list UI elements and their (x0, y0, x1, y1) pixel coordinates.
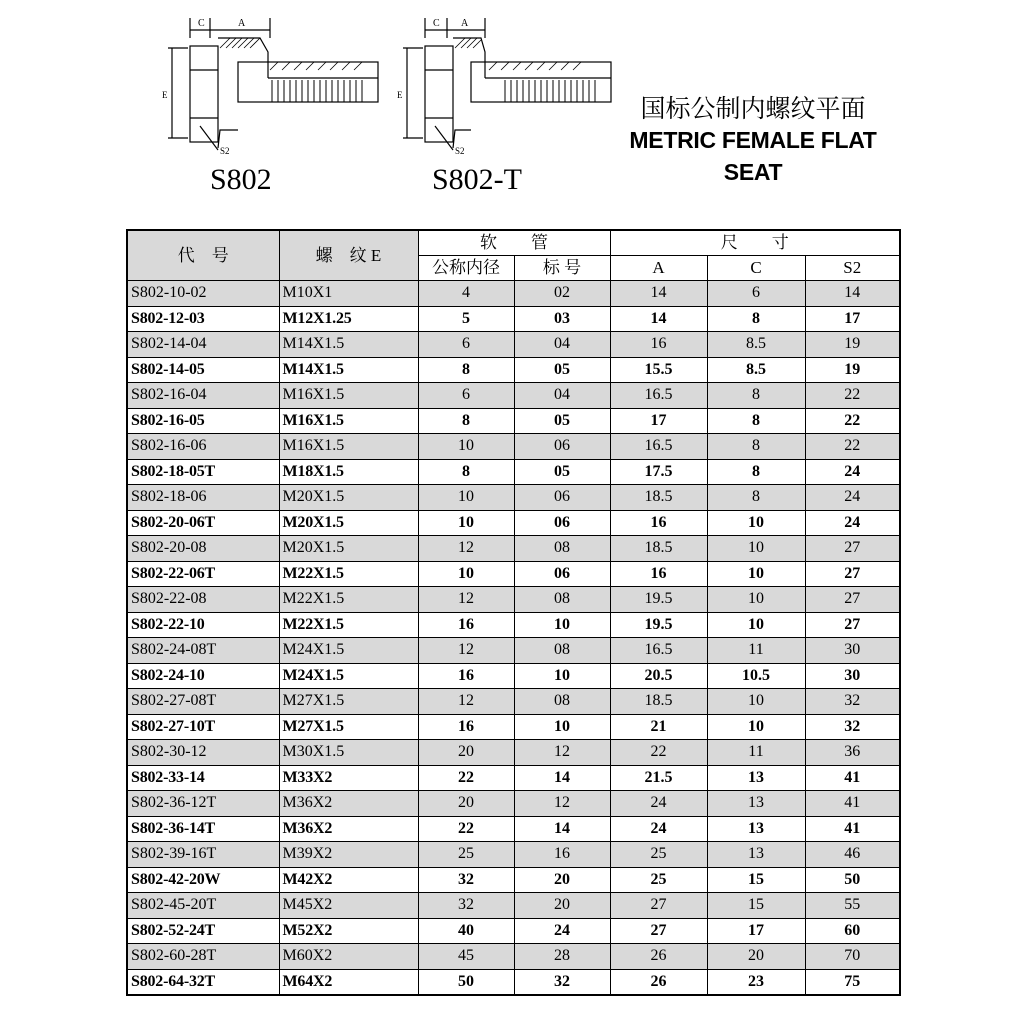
cell-code: S802-14-05 (127, 357, 279, 383)
dimension-a-label: A (461, 18, 469, 29)
cell-c: 17 (707, 918, 805, 944)
cell-hose-id: 4 (418, 281, 514, 307)
table-row (127, 791, 900, 817)
cell-hose-id: 12 (418, 536, 514, 562)
cell-c: 13 (707, 765, 805, 791)
cell-c: 13 (707, 816, 805, 842)
cell-code: S802-42-20W (127, 867, 279, 893)
cell-hose-id: 8 (418, 357, 514, 383)
cell-c: 13 (707, 791, 805, 817)
cell-hose-id: 10 (418, 434, 514, 460)
cell-s2: 30 (805, 663, 900, 689)
cell-c: 6 (707, 281, 805, 307)
table-row (127, 740, 900, 766)
cell-hose-mark: 20 (514, 867, 610, 893)
cell-code: S802-27-08T (127, 689, 279, 715)
cell-hose-id: 20 (418, 740, 514, 766)
cell-c: 10 (707, 536, 805, 562)
cell-thread: M10X1 (279, 281, 418, 307)
cell-thread: M14X1.5 (279, 357, 418, 383)
header-code: 代 号 (127, 230, 279, 281)
cell-a: 18.5 (610, 689, 707, 715)
cell-thread: M24X1.5 (279, 663, 418, 689)
cell-hose-id: 32 (418, 867, 514, 893)
cell-c: 10.5 (707, 663, 805, 689)
cell-c: 10 (707, 714, 805, 740)
dimension-e-label: E (397, 90, 403, 100)
cell-hose-mark: 10 (514, 663, 610, 689)
model-label-s802t: S802-T (432, 163, 522, 196)
table-row (127, 485, 900, 511)
cell-code: S802-22-10 (127, 612, 279, 638)
cell-thread: M16X1.5 (279, 434, 418, 460)
cell-s2: 19 (805, 332, 900, 358)
cell-hose-mark: 04 (514, 383, 610, 409)
cell-a: 27 (610, 918, 707, 944)
cell-thread: M36X2 (279, 791, 418, 817)
table-row (127, 383, 900, 409)
cell-hose-mark: 32 (514, 969, 610, 995)
cell-thread: M18X1.5 (279, 459, 418, 485)
cell-a: 17.5 (610, 459, 707, 485)
cell-a: 22 (610, 740, 707, 766)
cell-thread: M22X1.5 (279, 612, 418, 638)
title-english-line2: SEAT (723, 159, 783, 185)
cell-s2: 41 (805, 765, 900, 791)
cell-s2: 60 (805, 918, 900, 944)
cell-s2: 27 (805, 612, 900, 638)
table-row (127, 867, 900, 893)
cell-code: S802-52-24T (127, 918, 279, 944)
cell-code: S802-33-14 (127, 765, 279, 791)
table-row (127, 842, 900, 868)
dimension-s2-label: S2 (220, 146, 230, 156)
cell-hose-mark: 03 (514, 306, 610, 332)
cell-hose-id: 5 (418, 306, 514, 332)
cell-a: 16.5 (610, 434, 707, 460)
cell-a: 24 (610, 791, 707, 817)
cell-code: S802-39-16T (127, 842, 279, 868)
cell-s2: 27 (805, 587, 900, 613)
spec-table (126, 229, 901, 996)
cell-s2: 17 (805, 306, 900, 332)
cell-hose-id: 32 (418, 893, 514, 919)
header-c: C (707, 256, 805, 281)
cell-hose-mark: 06 (514, 485, 610, 511)
cell-code: S802-45-20T (127, 893, 279, 919)
cell-c: 8 (707, 485, 805, 511)
cell-code: S802-24-10 (127, 663, 279, 689)
cell-hose-id: 6 (418, 332, 514, 358)
table-row (127, 638, 900, 664)
cell-a: 16.5 (610, 383, 707, 409)
cell-hose-id: 22 (418, 816, 514, 842)
cell-hose-id: 16 (418, 612, 514, 638)
table-row (127, 612, 900, 638)
table-row (127, 332, 900, 358)
cell-hose-id: 40 (418, 918, 514, 944)
cell-hose-mark: 06 (514, 434, 610, 460)
cell-s2: 75 (805, 969, 900, 995)
fitting-drawing-s802t (395, 8, 635, 158)
cell-a: 27 (610, 893, 707, 919)
table-row (127, 587, 900, 613)
cell-hose-id: 50 (418, 969, 514, 995)
cell-code: S802-10-02 (127, 281, 279, 307)
cell-s2: 24 (805, 485, 900, 511)
cell-a: 25 (610, 842, 707, 868)
title-chinese: 国标公制内螺纹平面 (640, 95, 866, 123)
cell-thread: M16X1.5 (279, 383, 418, 409)
cell-thread: M30X1.5 (279, 740, 418, 766)
cell-c: 11 (707, 638, 805, 664)
cell-hose-mark: 20 (514, 893, 610, 919)
cell-thread: M52X2 (279, 918, 418, 944)
cell-thread: M24X1.5 (279, 638, 418, 664)
dimension-c-label: C (198, 18, 205, 29)
cell-code: S802-14-04 (127, 332, 279, 358)
cell-code: S802-20-06T (127, 510, 279, 536)
cell-hose-mark: 05 (514, 357, 610, 383)
dimension-s2-label: S2 (455, 146, 465, 156)
header-hose-id: 公称内径 (418, 256, 514, 281)
table-row (127, 918, 900, 944)
spec-table-header (127, 230, 900, 281)
table-row (127, 663, 900, 689)
cell-a: 18.5 (610, 485, 707, 511)
cell-hose-mark: 04 (514, 332, 610, 358)
dimension-a-label: A (238, 18, 246, 29)
table-row (127, 536, 900, 562)
cell-code: S802-60-28T (127, 944, 279, 970)
dimension-e-label: E (162, 90, 168, 100)
cell-code: S802-36-12T (127, 791, 279, 817)
cell-hose-id: 10 (418, 485, 514, 511)
cell-thread: M27X1.5 (279, 689, 418, 715)
cell-s2: 32 (805, 714, 900, 740)
cell-thread: M42X2 (279, 867, 418, 893)
cell-code: S802-20-08 (127, 536, 279, 562)
cell-a: 16.5 (610, 638, 707, 664)
table-row (127, 944, 900, 970)
cell-s2: 32 (805, 689, 900, 715)
cell-hose-id: 16 (418, 714, 514, 740)
header-a: A (610, 256, 707, 281)
cell-s2: 30 (805, 638, 900, 664)
cell-s2: 50 (805, 867, 900, 893)
cell-a: 24 (610, 816, 707, 842)
cell-s2: 14 (805, 281, 900, 307)
cell-s2: 41 (805, 816, 900, 842)
cell-hose-id: 45 (418, 944, 514, 970)
header-thread: 螺 纹 E (279, 230, 418, 281)
cell-hose-mark: 14 (514, 765, 610, 791)
cell-c: 13 (707, 842, 805, 868)
cell-hose-mark: 08 (514, 587, 610, 613)
cell-hose-mark: 12 (514, 791, 610, 817)
table-row (127, 969, 900, 995)
cell-c: 11 (707, 740, 805, 766)
cell-code: S802-22-08 (127, 587, 279, 613)
cell-thread: M14X1.5 (279, 332, 418, 358)
cell-thread: M22X1.5 (279, 561, 418, 587)
cell-hose-mark: 02 (514, 281, 610, 307)
cell-s2: 19 (805, 357, 900, 383)
cell-a: 16 (610, 510, 707, 536)
cell-hose-id: 8 (418, 459, 514, 485)
cell-c: 8 (707, 306, 805, 332)
cell-a: 26 (610, 944, 707, 970)
table-row (127, 408, 900, 434)
cell-a: 14 (610, 306, 707, 332)
header-hose-mark: 标 号 (514, 256, 610, 281)
cell-hose-id: 12 (418, 638, 514, 664)
cell-a: 18.5 (610, 536, 707, 562)
cell-hose-mark: 05 (514, 459, 610, 485)
model-label-s802: S802 (210, 163, 272, 196)
cell-hose-mark: 08 (514, 638, 610, 664)
cell-hose-id: 16 (418, 663, 514, 689)
cell-hose-mark: 05 (514, 408, 610, 434)
fitting-drawing-s802 (160, 8, 400, 158)
cell-hose-id: 6 (418, 383, 514, 409)
cell-c: 8 (707, 383, 805, 409)
cell-hose-mark: 24 (514, 918, 610, 944)
table-row (127, 765, 900, 791)
cell-a: 25 (610, 867, 707, 893)
cell-thread: M12X1.25 (279, 306, 418, 332)
table-row (127, 816, 900, 842)
cell-c: 23 (707, 969, 805, 995)
cell-hose-mark: 10 (514, 714, 610, 740)
cell-s2: 22 (805, 434, 900, 460)
cell-a: 20.5 (610, 663, 707, 689)
cell-thread: M27X1.5 (279, 714, 418, 740)
table-row (127, 281, 900, 307)
cell-hose-id: 25 (418, 842, 514, 868)
cell-hose-id: 8 (418, 408, 514, 434)
table-row (127, 561, 900, 587)
cell-hose-mark: 08 (514, 536, 610, 562)
cell-code: S802-27-10T (127, 714, 279, 740)
cell-a: 21.5 (610, 765, 707, 791)
cell-hose-mark: 08 (514, 689, 610, 715)
cell-c: 8 (707, 408, 805, 434)
cell-s2: 24 (805, 510, 900, 536)
cell-c: 8.5 (707, 332, 805, 358)
table-row (127, 306, 900, 332)
cell-code: S802-16-05 (127, 408, 279, 434)
cell-hose-mark: 28 (514, 944, 610, 970)
cell-thread: M64X2 (279, 969, 418, 995)
cell-s2: 70 (805, 944, 900, 970)
table-row (127, 434, 900, 460)
cell-thread: M16X1.5 (279, 408, 418, 434)
cell-hose-id: 10 (418, 510, 514, 536)
cell-hose-id: 22 (418, 765, 514, 791)
header-s2: S2 (805, 256, 900, 281)
spec-table-body (127, 281, 900, 996)
table-row (127, 357, 900, 383)
cell-c: 20 (707, 944, 805, 970)
table-row (127, 714, 900, 740)
cell-s2: 41 (805, 791, 900, 817)
cell-a: 15.5 (610, 357, 707, 383)
cell-s2: 46 (805, 842, 900, 868)
cell-thread: M20X1.5 (279, 536, 418, 562)
cell-c: 10 (707, 689, 805, 715)
cell-c: 8.5 (707, 357, 805, 383)
cell-a: 21 (610, 714, 707, 740)
cell-c: 10 (707, 561, 805, 587)
cell-s2: 22 (805, 383, 900, 409)
dimension-c-label: C (433, 18, 440, 29)
cell-s2: 24 (805, 459, 900, 485)
table-row (127, 689, 900, 715)
cell-code: S802-24-08T (127, 638, 279, 664)
cell-a: 14 (610, 281, 707, 307)
cell-s2: 27 (805, 561, 900, 587)
table-row (127, 510, 900, 536)
table-row (127, 893, 900, 919)
cell-hose-id: 20 (418, 791, 514, 817)
cell-a: 16 (610, 332, 707, 358)
table-row (127, 459, 900, 485)
cell-s2: 55 (805, 893, 900, 919)
cell-code: S802-12-03 (127, 306, 279, 332)
cell-code: S802-18-05T (127, 459, 279, 485)
cell-thread: M22X1.5 (279, 587, 418, 613)
cell-c: 8 (707, 459, 805, 485)
cell-thread: M20X1.5 (279, 510, 418, 536)
cell-c: 10 (707, 587, 805, 613)
cell-thread: M39X2 (279, 842, 418, 868)
cell-hose-mark: 06 (514, 510, 610, 536)
cell-hose-mark: 06 (514, 561, 610, 587)
cell-code: S802-16-04 (127, 383, 279, 409)
cell-a: 19.5 (610, 587, 707, 613)
cell-thread: M20X1.5 (279, 485, 418, 511)
cell-thread: M45X2 (279, 893, 418, 919)
title-english-line1: METRIC FEMALE FLAT (629, 127, 877, 153)
cell-code: S802-22-06T (127, 561, 279, 587)
cell-a: 17 (610, 408, 707, 434)
cell-code: S802-30-12 (127, 740, 279, 766)
cell-hose-mark: 16 (514, 842, 610, 868)
cell-hose-mark: 14 (514, 816, 610, 842)
cell-a: 19.5 (610, 612, 707, 638)
cell-a: 16 (610, 561, 707, 587)
cell-hose-id: 12 (418, 587, 514, 613)
cell-hose-mark: 10 (514, 612, 610, 638)
cell-c: 10 (707, 510, 805, 536)
product-title (628, 94, 878, 188)
cell-code: S802-36-14T (127, 816, 279, 842)
cell-thread: M36X2 (279, 816, 418, 842)
cell-s2: 22 (805, 408, 900, 434)
cell-c: 10 (707, 612, 805, 638)
cell-s2: 27 (805, 536, 900, 562)
cell-thread: M33X2 (279, 765, 418, 791)
cell-hose-id: 12 (418, 689, 514, 715)
cell-thread: M60X2 (279, 944, 418, 970)
cell-code: S802-18-06 (127, 485, 279, 511)
cell-hose-mark: 12 (514, 740, 610, 766)
cell-code: S802-64-32T (127, 969, 279, 995)
cell-hose-id: 10 (418, 561, 514, 587)
cell-a: 26 (610, 969, 707, 995)
cell-s2: 36 (805, 740, 900, 766)
header-size: 尺 寸 (610, 230, 900, 256)
cell-code: S802-16-06 (127, 434, 279, 460)
cell-c: 15 (707, 867, 805, 893)
cell-c: 8 (707, 434, 805, 460)
cell-c: 15 (707, 893, 805, 919)
header-hose: 软 管 (418, 230, 610, 256)
